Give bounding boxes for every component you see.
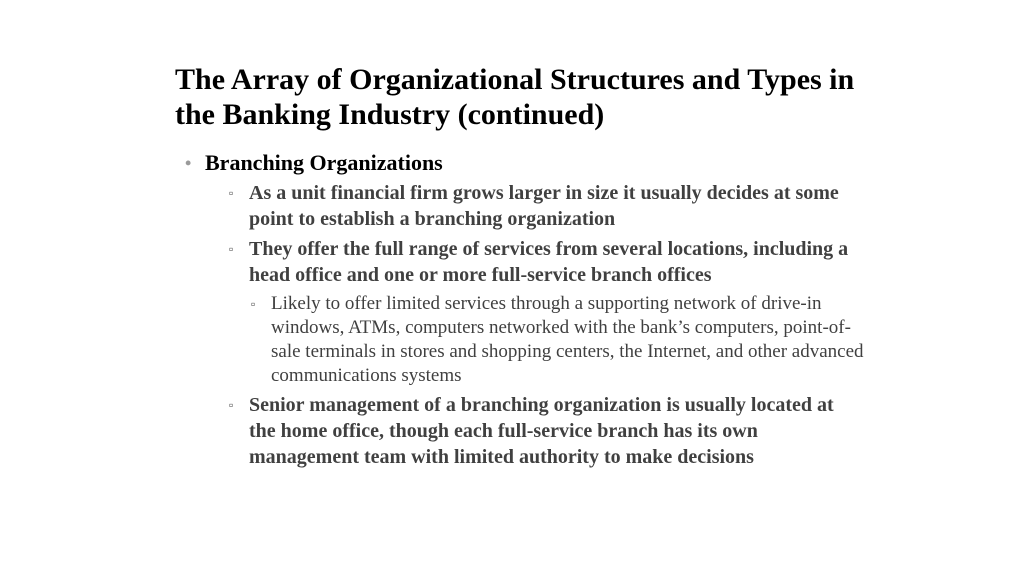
sub-sub-bullet-limited-services	[251, 292, 865, 388]
bullet-text: Branching Organizations	[205, 150, 443, 175]
bullet-dot-icon: •	[185, 153, 192, 173]
square-bullet-icon: ▫	[229, 242, 234, 256]
bullet-level1-branching	[185, 150, 865, 470]
slide-title: The Array of Organizational Structures and Types in the Banking Industry (continued)	[175, 63, 855, 131]
sub-sub-bullet-list	[251, 292, 865, 388]
sub-bullet-grows-larger	[229, 180, 865, 232]
sub-bullet-list	[229, 180, 865, 470]
square-bullet-icon: ▫	[229, 398, 234, 412]
sub-bullet-text: As a unit financial firm grows larger in size it usually decides at some point to establish a branching organization	[249, 182, 839, 230]
sub-bullet-senior-management	[229, 392, 865, 470]
slide-content	[185, 150, 865, 474]
square-bullet-icon: ▫	[229, 186, 234, 200]
sub-bullet-text: Senior management of a branching organization is usually located at the home office, though each full-service branch has its own management team with limited authority to make decisions	[249, 394, 834, 468]
bullet-list	[185, 150, 865, 470]
square-bullet-icon: ▫	[251, 297, 256, 311]
sub-sub-bullet-text: Likely to offer limited services through a supporting network of drive-in windows, ATMs, computers networked with the bank’s computers, point-of-sale terminals in stores and shopping centers, the Internet, and other advanced communications systems	[271, 293, 864, 386]
sub-bullet-text: They offer the full range of services from several locations, including a head office and one or more full-service branch offices	[249, 238, 849, 286]
sub-bullet-full-range	[229, 236, 865, 388]
